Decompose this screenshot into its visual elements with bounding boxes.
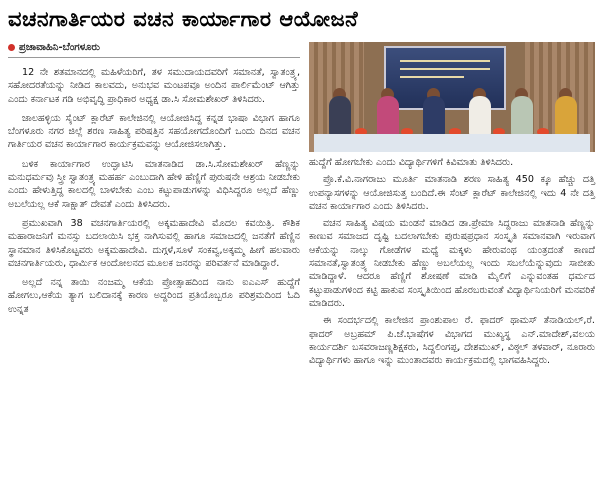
right-column [309, 156, 595, 367]
paragraph: ಅಲ್ಲದೆ ನನ್ನ ತಾಯಿ ನಂಜಮ್ಮ ಆಕೆಯ ಪ್ರೋತ್ಸಾಹದಿಂದ ನಾನು ಐಎಎಸ್ ಹುದ್ದೆಗೆ ಹೋಗಲು,ಆಕೆಯ ತ್ಯಾಗ ಬಲಿದಾನಕ್ಕೆ ಕಾರಣ ಅದ್ದರಿಂದ ಪ್ರತಿಯೊಬ್ಬರೂ ಪರಿಶ್ರಮದಿಂದ ಓದಿ ಉನ್ನತ [8, 277, 300, 315]
event-photo [309, 42, 595, 152]
paragraph: ಬಳಿಕ ಕಾರ್ಯಾಗಾರ ಉದ್ಘಾಟಿಸಿ ಮಾತನಾಡಿದ ಡಾ.ಸಿ.ಸೋಮಶೇಖರ್ ಹೆಣ್ಣನ್ನು ಮನುಧರ್ಮವು ಸ್ತ್ರೀ ಸ್ವಾತಂತ್ರ್ಯ ಮಹರ್ಹ ಎಂಬುದಾಗಿ ಹೇಳಿ ಹೆಣ್ಣಿಗೆ ಪುರುಷನೇ ಆಶ್ರಯ ನೀಡಬೇಕು ಎಂದು ಹೇಳುತ್ತಿದ್ದ ಕಾಲದಲ್ಲಿ ಬಾಳಬೇಕು ಎಂಬ ಕಟ್ಟುಪಾಡುಗಳನ್ನು ವಿಧಿಸಿದ್ದರೂ ಅಲ್ಲದೆ ಹೆಣ್ಣು ಅಬಲೆಯಲ್ಲ ಆಕೆ ಸಾಕ್ಷಾತ್ ದೇವತೆ ಎಂದು ತಿಳಿಸಿದರು. [8, 158, 300, 210]
person [377, 96, 399, 136]
paragraph: ಪ್ರೊ.ಕೆ.ವಿ.ನಾಗರಾಜು ಮೂರ್ತಿ ಮಾತನಾಡಿ ಶರಣ ಸಾಹಿತ್ಯ 450 ಕ್ಕೂ ಹೆಚ್ಚು ದತ್ತಿ ಉಪನ್ಯಾಸಗಳನ್ನು ಆಯೋಜಿಸುತ್ತ ಬಂದಿದೆ.ಈ ಸೆಂಟ್ ಕ್ಲಾರೆಟ್ ಕಾಲೇಜಿನಲ್ಲಿ ಇದು 4 ನೇ ದತ್ತಿ ವಚನ ಕಾರ್ಯಾಗಾರ ಎಂದು ತಿಳಿಸಿದರು. [309, 174, 595, 212]
stage-table [314, 134, 590, 152]
source-line [8, 39, 100, 55]
paragraph: ಈ ಸಂದರ್ಭದಲ್ಲಿ ಕಾಲೇಜಿನ ಪ್ರಾಂಶುಪಾಲ ರೆ. ಫಾದರ್ ಥಾಮಸ್ ತೆನಾಡಿಯಲ್,ರೆ. ಫಾದರ್ ಅಬ್ರಹಮ್ ಪಿ.ಜೆ.ಭಾಷೆಗಳ ವಿಭಾಗದ ಮುಖ್ಯಸ್ಥ ಎನ್.ಮಾದೇಶ್,ವಲಯ ಕಾರ್ಯದರ್ಶಿ ಬಸವರಾಜಣ್ಣಶಿಕ್ಷಕರು, ಸಿದ್ದಲಿಂಗಪ್ಪ, ದೇಶಮುಖ್, ವಿಠ್ಠಲ್ ತಳವಾರ್, ನೂರಾರು ವಿದ್ಯಾರ್ಥಿಗಳು ಹಾಗೂ ಇನ್ನು ಮುಂತಾದವರು ಕಾರ್ಯಕ್ರಮದಲ್ಲಿ ಭಾಗವಹಿಸಿದ್ದರು. [309, 315, 595, 367]
source-label: ಪ್ರಜಾವಾಹಿನಿ-ಬೆಂಗಳೂರು [19, 41, 100, 53]
paragraph: 12 ನೇ ಶತಮಾನದಲ್ಲಿ ಮಹಿಳೆಯರಿಗೆ, ತಳ ಸಮುದಾಯದವರಿಗೆ ಸಮಾನತೆ, ಸ್ವಾತಂತ್ರ್ಯ, ಸಹೋದರತೆಯನ್ನು ನೀಡಿದ ಕಾಲವದು, ಅನುಭವ ಮಂಟಪವೂ ಅಂದಿನ ಪಾರ್ಲಿಮೆಂಟ್ ಆಗಿತ್ತು ಎಂದು ಕರ್ನಾಟಕ ಗಡಿ ಅಭಿವೃದ್ಧಿ ಪ್ರಾಧಿಕಾರ ಅಧ್ಯಕ್ಷ ಡಾ.ಸಿ ಸೋಮಶೇಖರ್ ತಿಳಿಸಿದರು. [8, 67, 300, 105]
person [511, 96, 533, 136]
person [329, 96, 351, 136]
headline: ವಚನಗಾರ್ತಿಯರ ವಚನ ಕಾರ್ಯಾಗಾರ ಆಯೋಜನೆ [8, 7, 359, 31]
person [423, 96, 445, 136]
paragraph: ವಚನ ಸಾಹಿತ್ಯ ವಿಷಯ ಮಂಡನೆ ಮಾಡಿದ ಡಾ.ಪ್ರೇಮಾ ಸಿದ್ದರಾಜು ಮಾತನಾಡಿ ಹೆಣ್ಣನ್ನು ಕಾಣುವ ಸಮಾಜದ ದೃಷ್ಟಿ ಬದಲಾಗಬೇಕು ಪುರುಷಪ್ರಧಾನ ಸಂಸ್ಕೃತಿ ಸಮಾನವಾಗಿ ಇರುವಾಗ ಆಕೆಯನ್ನು ನಾಲ್ಕು ಗೋಡೆಗಳ ಮಧ್ಯೆ ಮಕ್ಕಳು ಹೇರುವಂಥ ಯಂತ್ರದಂತೆ ಕಾಣದೆ ಸಮಾನತೆ,ಸ್ವಾತಂತ್ರ್ಯ ನೀಡಬೇಕು ಹೆಣ್ಣು ಅಬಲೆಯಲ್ಲ ಇಂದು ಸಬಲೆಯೆನ್ನುವುದು ಸಾಬೀತು ಮಾಡಿದ್ದಾಳೆ. ಆದರೂ ಹೆಣ್ಣಿಗೆ ಶೋಷಣೆ ಮಾಡಿ ಮೈಲಿಗೆ ಎನ್ನುವಂತಹ ಧರ್ಮದ ಕಟ್ಟುಪಾಡುಗಳಿಂದ ಕಟ್ಟಿ ಹಾಕುವ ಸಂಸ್ಕೃತಿಯಿಂದ ಹೊರಬರುವಂತೆ ವಿದ್ಯಾರ್ಥಿನಿಯರಿಗೆ ಮನವರಿಕೆ ಮಾಡಿದರು. [309, 218, 595, 309]
paragraph: ಪ್ರಮುಖವಾಗಿ 38 ವಚನಗಾರ್ತಿಯರಲ್ಲಿ ಅಕ್ಕಮಹಾದೇವಿ ಮೊದಲ ಕವಯಿತ್ರಿ. ಕೌಶಿಕ ಮಹಾರಾಜನಿಗೆ ಮನಸ್ಸು ಬದಲಾಯಿಸಿ ಭಕ್ತ ನಾಗಿಸುವಲ್ಲಿ ಹಾಗೂ ಸಮಾಜದಲ್ಲಿ ಜನತೆಗೆ ಹೆಣ್ಣಿನ ಸ್ಥಾನಮಾನ ತಿಳಿಸಿಕೊಟ್ಟವರು ಅಕ್ಕಮಹಾದೇವಿ. ದುಗ್ಗಳೆ,ಸೂಳೆ ಸಂಕವ್ವ,ಅಕ್ಕಮ್ಮ ಹೀಗೆ ಹಲವಾರು ವಚನಗಾರ್ತಿಯರು, ಧಾರ್ಮಿಕ ಆಂದೋಲನದ ಮೂಲಕ ಜನರನ್ನು ಪರಿವರ್ತನೆ ಮಾಡಿದ್ದಾರೆ. [8, 217, 300, 269]
person [555, 96, 577, 136]
person [469, 96, 491, 136]
paragraph: ಜಾಲಹಳ್ಳಿಯ ಸೈಂಟ್ ಕ್ಲಾರೆಟ್ ಕಾಲೇಜಿನಲ್ಲಿ ಆಯೋಜಿಸಿದ್ದ ಕನ್ನಡ ಭಾಷಾ ವಿಭಾಗ ಹಾಗೂ ಬೆಂಗಳೂರು ನಗರ ಜಿಲ್ಲೆ ಶರಣ ಸಾಹಿತ್ಯ ಪರಿಷತ್ತಿನ ಸಹಯೋಗದೊಂದಿಗೆ ಒಂದು ದಿನದ ವಚನ ಗಾರ್ತಿಯರ ವಚನ ಕಾರ್ಯಾಗಾರ ಕಾರ್ಯಕ್ರಮವನ್ನು ಆಯೋಜಿಸಲಾಗಿತ್ತು. [8, 112, 300, 151]
paragraph: ಹುದ್ದೆಗೆ ಹೋಗಬೇಕು ಎಂದು ವಿದ್ಯಾರ್ಥಿಗಳಿಗೆ ಕಿವಿಮಾತು ತಿಳಿಸಿದರು. [309, 157, 514, 168]
divider [8, 57, 300, 58]
left-column [8, 66, 300, 316]
bullet-dot-icon [8, 44, 15, 51]
